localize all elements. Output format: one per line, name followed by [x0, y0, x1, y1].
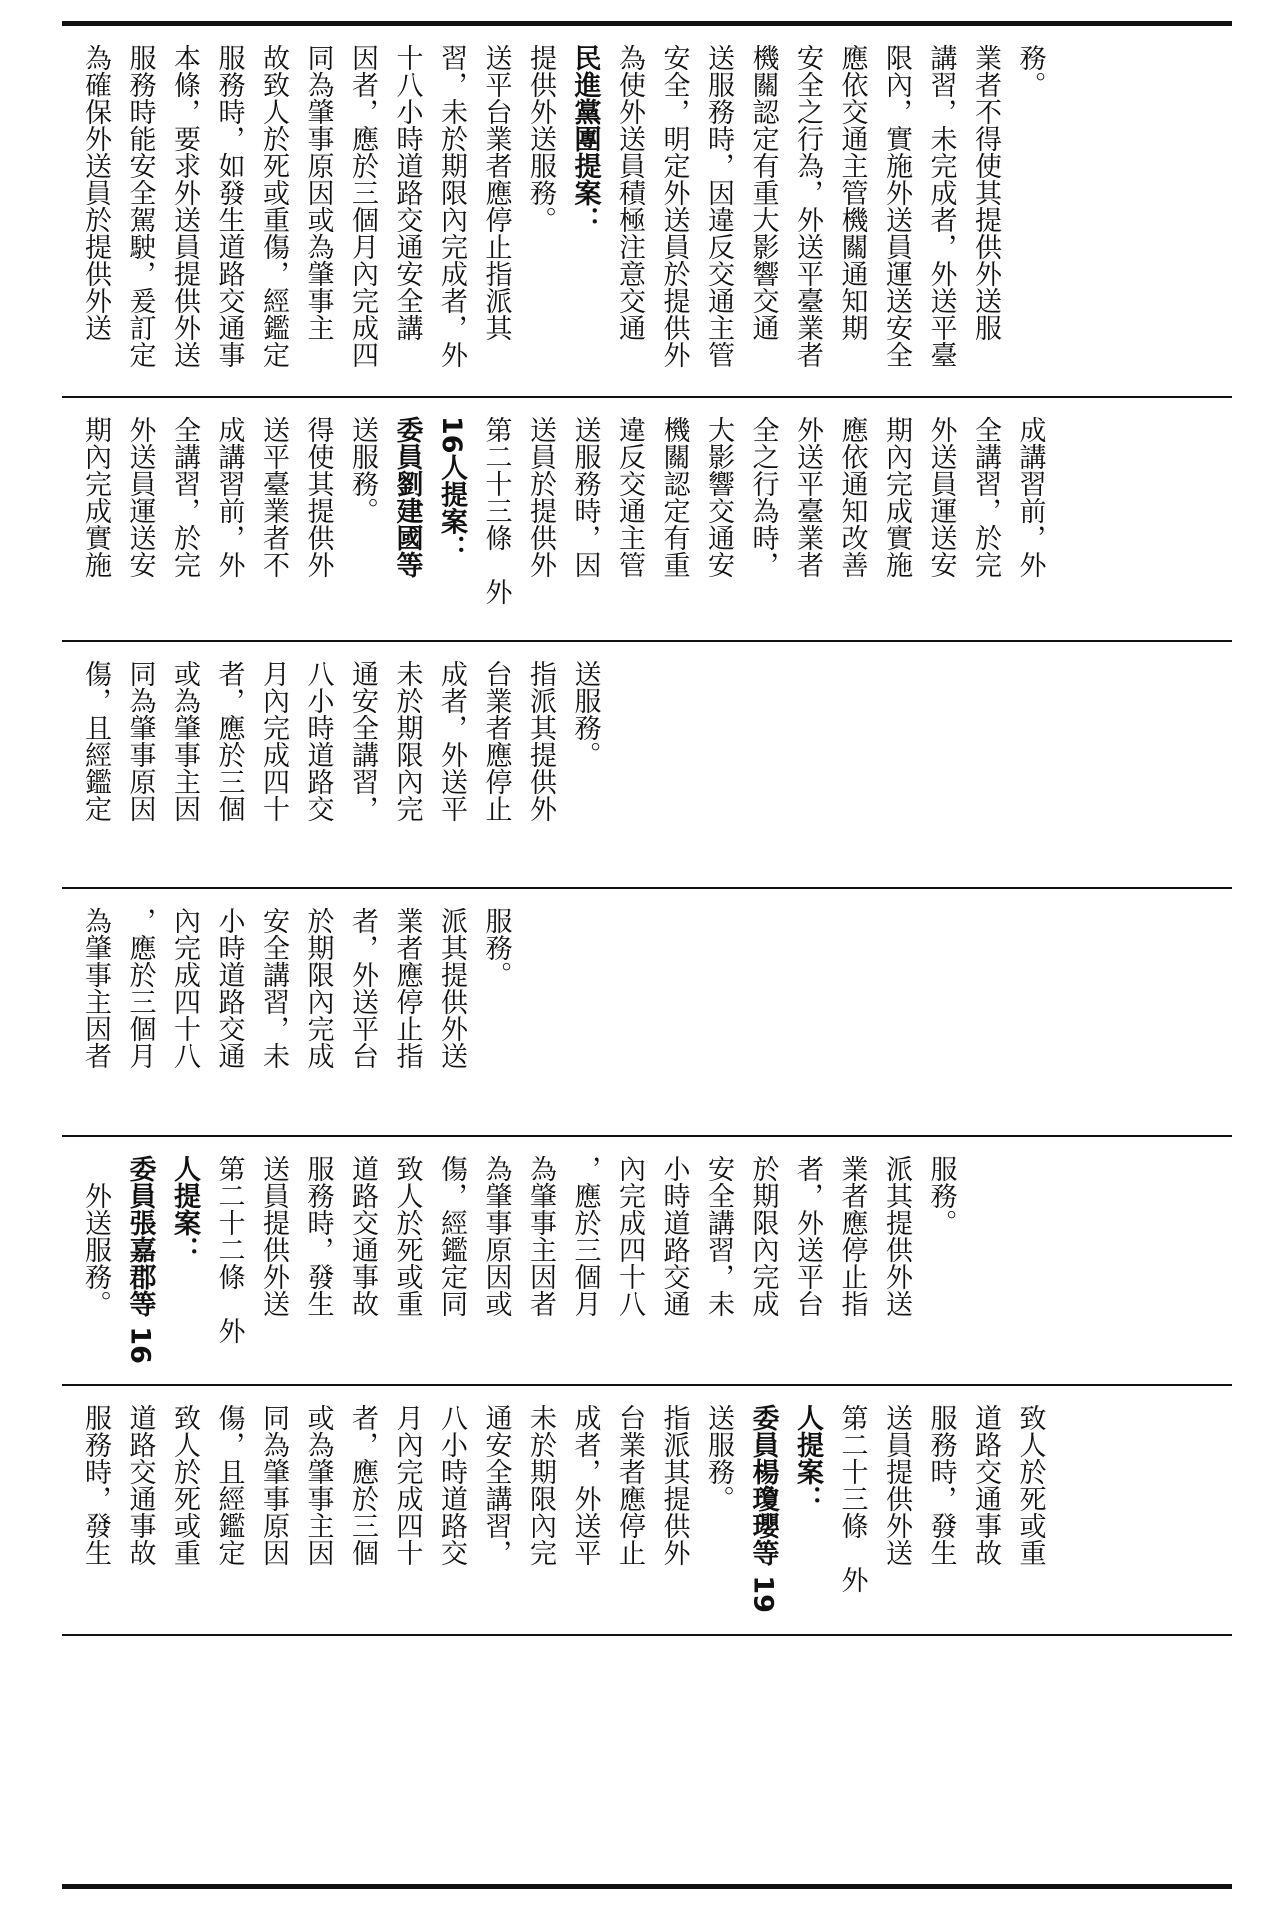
text-column: 台業者應停止	[480, 660, 512, 822]
text-column: 外送員運送安	[925, 416, 957, 578]
text-column: 道路交通事故	[970, 1404, 1001, 1566]
text-column: 送服務。	[347, 416, 378, 524]
text-column: 致人於死或重	[391, 1155, 423, 1317]
text-column: 全講習，於完	[169, 416, 200, 578]
bold-heading-column: 委員張嘉郡等 16	[124, 1155, 156, 1364]
text-column: 為肇事主因者	[525, 1155, 556, 1317]
text-column: 傷，經鑑定同	[436, 1155, 467, 1317]
text-column: 八小時道路交	[436, 1404, 467, 1566]
text-column: 習，未於期限內完成者，外	[436, 44, 467, 368]
text-column: 送平臺業者不	[258, 416, 289, 578]
row-divider-6	[62, 1634, 1232, 1636]
text-column: 送服務時，因違反交通主管	[703, 44, 734, 368]
table-cell-5	[62, 1137, 1232, 1384]
text-column: 應依交通主管機關通知期	[836, 44, 868, 341]
text-column: 務。	[1014, 44, 1046, 98]
text-column: 月內完成四十	[258, 660, 289, 822]
text-column: 安全之行為，外送平臺業者	[792, 44, 823, 368]
text-column: 成者，外送平	[569, 1404, 601, 1566]
text-column: 道路交通事故	[347, 1155, 378, 1317]
bottom-rule	[62, 1884, 1232, 1889]
text-column: 因者，應於三個月內完成四	[347, 44, 378, 368]
text-column: 安全講習，未	[703, 1155, 734, 1317]
text-column: 者，外送平台	[792, 1155, 823, 1317]
text-column: 送服務。	[569, 660, 601, 768]
bold-heading-column: 16人提案：	[436, 416, 467, 562]
text-column: 應依通知改善	[836, 416, 868, 578]
text-column: 者，應於三個	[213, 660, 245, 822]
text-column: 月內完成四十	[391, 1404, 423, 1566]
text-column: 道路交通事故	[124, 1404, 156, 1566]
text-column: 違反交通主管	[614, 416, 645, 578]
table-cell-2	[62, 398, 1232, 640]
text-column: 外送服務。	[80, 1155, 111, 1317]
text-column: 傷，且經鑑定	[213, 1404, 245, 1566]
text-column: 送服務。	[703, 1404, 734, 1512]
text-column: 機關認定有重大影響交通	[747, 44, 779, 341]
table-cell-3	[62, 642, 1232, 887]
text-column: 本條，要求外送員提供外送	[169, 44, 200, 368]
bold-heading-column: 委員劉建國等	[391, 416, 423, 578]
text-column: 者，應於三個	[347, 1404, 378, 1566]
text-column: 十八小時道路交通安全講	[391, 44, 423, 341]
text-column: 服務時，發生	[925, 1404, 957, 1566]
text-column: 期內完成實施	[881, 416, 912, 578]
text-column: 送員於提供外	[525, 416, 556, 578]
text-column: 為使外送員積極注意交通	[614, 44, 645, 341]
text-column: ，應於三個月	[569, 1155, 601, 1317]
table-cell-4	[62, 889, 1232, 1135]
text-column: 服務時，發生	[302, 1155, 334, 1317]
text-column: 服務。	[925, 1155, 957, 1236]
text-column: 通安全講習，	[347, 660, 378, 822]
text-column: 小時道路交通	[213, 907, 245, 1069]
text-column: 或為肇事主因	[302, 1404, 334, 1566]
text-column: 全之行為時，	[747, 416, 779, 578]
text-column: 為肇事原因或	[480, 1155, 512, 1317]
text-column: 外送員運送安	[124, 416, 156, 578]
text-column: 指派其提供外	[525, 660, 556, 822]
text-column: 於期限內完成	[747, 1155, 779, 1317]
text-column: 第二十三條 外	[836, 1404, 868, 1593]
bold-heading-column: 委員楊瓊瓔等 19	[747, 1404, 779, 1613]
text-column: 成講習前，外	[213, 416, 245, 578]
text-column: 外送平臺業者	[792, 416, 823, 578]
text-column: 第二十三條 外	[480, 416, 512, 605]
text-column: 致人於死或重	[169, 1404, 200, 1566]
text-column: 業者不得使其提供外送服	[970, 44, 1001, 341]
text-column: 小時道路交通	[658, 1155, 690, 1317]
text-column: 送平台業者應停止指派其	[480, 44, 512, 341]
text-column: 講習，未完成者，外送平臺	[925, 44, 957, 368]
text-column: 送員提供外送	[881, 1404, 912, 1566]
text-column: 傷，且經鑑定	[80, 660, 111, 822]
text-column: 同為肇事原因	[124, 660, 156, 822]
text-column: 機關認定有重	[658, 416, 690, 578]
text-column: 服務。	[480, 907, 512, 988]
text-column: 通安全講習，	[480, 1404, 512, 1566]
text-column: 派其提供外送	[881, 1155, 912, 1317]
table-cell-6	[62, 1386, 1232, 1634]
text-column: 或為肇事主因	[169, 660, 200, 822]
text-column: 第二十二條 外	[213, 1155, 245, 1344]
text-column: 得使其提供外	[302, 416, 334, 578]
text-column: 業者應停止指	[391, 907, 423, 1069]
text-column: 限內，實施外送員運送安全	[881, 44, 912, 368]
text-column: 期內完成實施	[80, 416, 111, 578]
text-column: 成講習前，外	[1014, 416, 1046, 578]
text-column: 成者，外送平	[436, 660, 467, 822]
text-column: ，應於三個月	[124, 907, 156, 1069]
bold-heading-column: 人提案：	[169, 1155, 200, 1263]
text-column: 服務時能安全駕駛，爰訂定	[124, 44, 156, 368]
text-column: 送服務時，因	[569, 416, 601, 578]
text-column: 同為肇事原因或為肇事主	[302, 44, 334, 341]
text-column: 大影響交通安	[703, 416, 734, 578]
text-column: 送員提供外送	[258, 1155, 289, 1317]
text-column: 為確保外送員於提供外送	[80, 44, 111, 341]
text-column: 未於期限內完	[525, 1404, 556, 1566]
text-column: 指派其提供外	[658, 1404, 690, 1566]
bold-heading-column: 民進黨團提案：	[569, 44, 601, 233]
text-column: 未於期限內完	[391, 660, 423, 822]
text-column: 業者應停止指	[836, 1155, 868, 1317]
text-column: 服務時，發生	[80, 1404, 111, 1566]
table-cell-1	[62, 26, 1232, 396]
text-column: 內完成四十八	[169, 907, 200, 1069]
text-column: 於期限內完成	[302, 907, 334, 1069]
text-column: 安全，明定外送員於提供外	[658, 44, 690, 368]
text-column: 為肇事主因者	[80, 907, 111, 1069]
text-column: 故致人於死或重傷，經鑑定	[258, 44, 289, 368]
text-column: 八小時道路交	[302, 660, 334, 822]
text-column: 台業者應停止	[614, 1404, 645, 1566]
text-column: 致人於死或重	[1014, 1404, 1046, 1566]
text-column: 安全講習，未	[258, 907, 289, 1069]
bold-heading-column: 人提案：	[792, 1404, 823, 1512]
text-column: 者，外送平台	[347, 907, 378, 1069]
text-column: 服務時，如發生道路交通事	[213, 44, 245, 368]
text-column: 提供外送服務。	[525, 44, 556, 233]
text-column: 全講習，於完	[970, 416, 1001, 578]
text-column: 內完成四十八	[614, 1155, 645, 1317]
text-column: 派其提供外送	[436, 907, 467, 1069]
text-column: 同為肇事原因	[258, 1404, 289, 1566]
